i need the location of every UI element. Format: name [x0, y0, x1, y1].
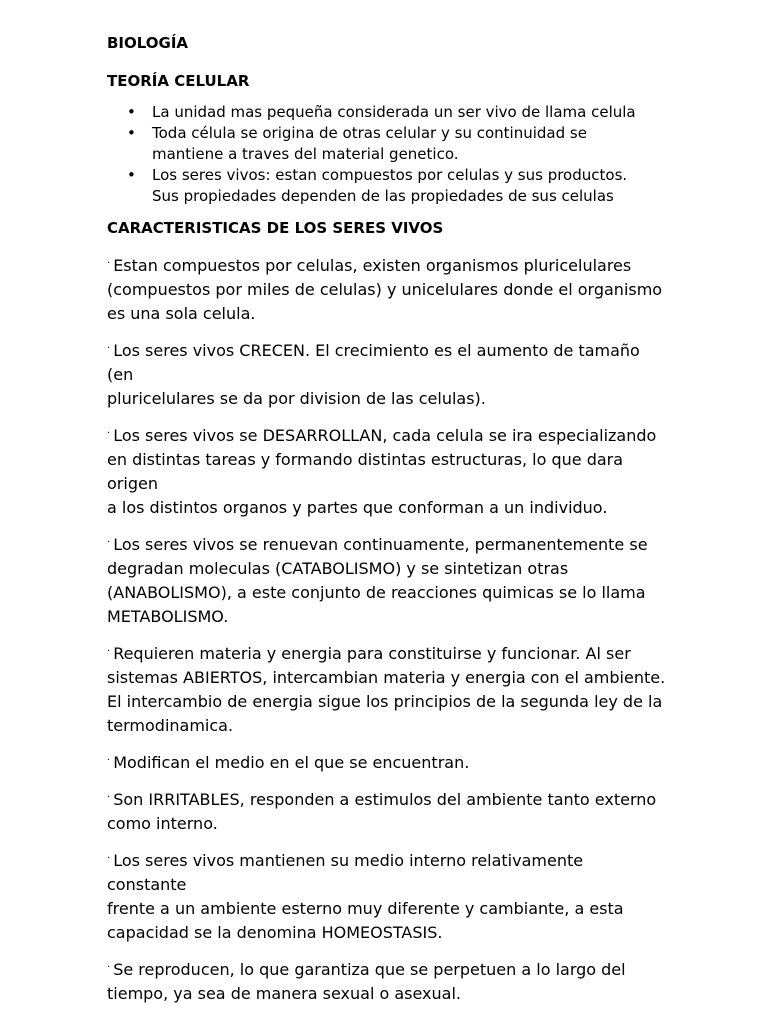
list-item	[107, 102, 667, 123]
paragraph-reproducen	[107, 956, 667, 1006]
bullet-mark: ·	[107, 646, 111, 657]
paragraph-celulas	[107, 252, 667, 326]
document-title: BIOLOGÍA	[107, 34, 189, 52]
bullet-mark: ·	[107, 962, 111, 973]
paragraph-irritables	[107, 786, 667, 836]
paragraph-text: Los seres vivos se DESARROLLAN, cada celula se ira especializando en distintas tareas y formando distintas estructuras, lo que dara origen a los distintos organos y partes que conforman a un individuo.	[107, 426, 657, 517]
paragraph-text: Los seres vivos se renuevan continuamente, permanentemente se degradan moleculas (CATABOLISMO) y se sintetizan otras (ANABOLISMO), a este conjunto de reacciones quimicas se lo llama METABOLISMO.	[107, 535, 648, 626]
bullet-mark: ·	[107, 537, 111, 548]
section-heading-caracteristicas: CARACTERISTICAS DE LOS SERES VIVOS	[107, 219, 444, 237]
paragraph-homeostasis	[107, 847, 667, 945]
paragraph-energia	[107, 640, 667, 738]
paragraph-crecen	[107, 337, 667, 411]
bullet-mark: ·	[107, 792, 111, 803]
paragraph-text: Los seres vivos CRECEN. El crecimiento es el aumento de tamaño (en pluricelulares se da por division de las celulas).	[107, 341, 640, 408]
list-item	[107, 165, 667, 207]
paragraph-desarrollan	[107, 422, 667, 520]
list-item-text: Toda célula se origina de otras celular y su continuidad se mantiene a traves del material genetico.	[152, 124, 587, 163]
paragraph-text: Modifican el medio en el que se encuentran.	[113, 753, 470, 772]
bullet-mark: ·	[107, 258, 111, 269]
paragraph-modifican	[107, 749, 667, 775]
section-heading-teoria-celular: TEORÍA CELULAR	[107, 72, 250, 90]
list-item-text: Los seres vivos: estan compuestos por celulas y sus productos. Sus propiedades dependen de las propiedades de sus celulas	[152, 166, 628, 205]
bullet-dot-icon: •	[127, 103, 136, 121]
bullet-dot-icon: •	[127, 124, 136, 142]
paragraph-metabolismo	[107, 531, 667, 629]
list-item	[107, 123, 667, 165]
bullet-mark: ·	[107, 755, 111, 766]
bullet-mark: ·	[107, 343, 111, 354]
document-page	[107, 32, 667, 1017]
paragraph-text: Estan compuestos por celulas, existen organismos pluricelulares (compuestos por miles de celulas) y unicelulares donde el organismo es una sola celula.	[107, 256, 663, 323]
paragraph-text: Son IRRITABLES, responden a estimulos del ambiente tanto externo como interno.	[107, 790, 657, 833]
bullet-mark: ·	[107, 853, 111, 864]
teoria-celular-list	[107, 102, 667, 207]
paragraph-text: Los seres vivos mantienen su medio interno relativamente constante frente a un ambiente esterno muy diferente y cambiante, a esta capacidad se la denomina HOMEOSTASIS.	[107, 851, 624, 942]
bullet-dot-icon: •	[127, 166, 136, 184]
list-item-text: La unidad mas pequeña considerada un ser vivo de llama celula	[152, 103, 636, 121]
paragraph-text: Se reproducen, lo que garantiza que se perpetuen a lo largo del tiempo, ya sea de manera sexual o asexual.	[107, 960, 626, 1003]
bullet-mark: ·	[107, 428, 111, 439]
paragraph-text: Requieren materia y energia para constituirse y funcionar. Al ser sistemas ABIERTOS, intercambian materia y energia con el ambiente. El intercambio de energia sigue los principios de la segunda ley de la termodinamica.	[107, 644, 666, 735]
